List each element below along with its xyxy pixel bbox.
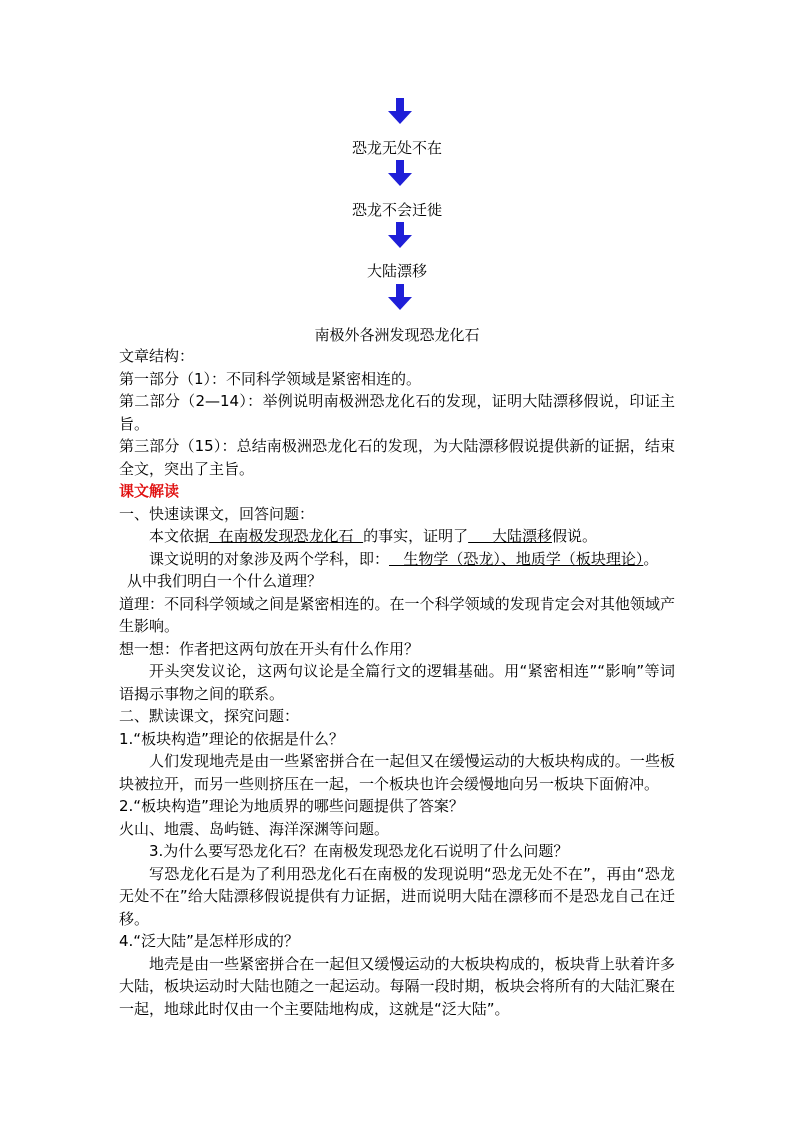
flow-node-2: 恐龙不会迁徙: [351, 201, 442, 219]
q1-post: 假说。: [551, 527, 597, 545]
structure-part3: 第三部分（15）：总结南极洲恐龙化石的发现，为大陆漂移假说提供新的证据，结束全文，突出了主旨。: [119, 437, 675, 478]
flow-arrow-1: [388, 98, 412, 124]
question-3: 从中我们明白一个什么道理？: [127, 572, 323, 590]
structure-part2: 第二部分（2—14）：举例说明南极洲恐龙化石的发现，证明大陆漂移假说，印证主旨。: [119, 392, 675, 433]
q1-pre: 本文依据: [149, 527, 210, 545]
section1-heading: 一、快速读课文，回答问题：: [119, 504, 315, 523]
problem-4: 4.“泛大陆”是怎样形成的？: [119, 932, 299, 950]
problem-2: 2.“板块构造”理论为地质界的哪些问题提供了答案？: [119, 797, 464, 815]
problem-2-answer: 火山、地震、岛屿链、海洋深渊等问题。: [119, 819, 390, 838]
q2-pre: 课文说明的对象涉及两个学科，即：: [149, 549, 390, 568]
structure-heading: 文章结构：: [119, 347, 195, 365]
q2-post: 。: [643, 549, 659, 568]
flow-node-4: 南极外各洲发现恐龙化石: [314, 326, 480, 344]
structure-part1: 第一部分（1）：不同科学领域是紧密相连的。: [119, 369, 422, 388]
question-4: 想一想：作者把这两句放在开头有什么作用？: [119, 639, 420, 658]
problem-1-answer: 人们发现地壳是由一些紧密拼合在一起但又在缓慢运动的大板块构成的。一些板块被拉开，而另一些则挤压在一起，一个板块也许会缓慢地向另一板块下面俯冲。: [119, 752, 675, 793]
document-body: [119, 345, 675, 1020]
question-2: [119, 548, 675, 571]
q1-mid: 的事实，证明了: [363, 527, 469, 545]
flow-arrow-3: [388, 222, 412, 248]
q1-answer-1: 在南极发现恐龙化石: [209, 527, 364, 545]
section2-heading: 二、默读课文，探究问题：: [119, 707, 300, 725]
flow-arrow-4: [388, 284, 412, 310]
flow-node-1: 恐龙无处不在: [351, 139, 442, 157]
q1-answer-2: 大陆漂移: [468, 527, 552, 545]
flow-arrow-2: [388, 160, 412, 186]
q2-answer: 生物学（恐龙）、地质学（板块理论）: [389, 549, 644, 568]
problem-4-answer: 地壳是由一些紧密拼合在一起但又缓慢运动的大板块构成的，板块背上驮着许多大陆，板块运动时大陆也随之一起运动。每隔一段时期，板块会将所有的大陆汇聚在一起，地球此时仅由一个主要陆地构成，这就是“泛大陆”。: [119, 954, 675, 1018]
problem-3: 3.为什么要写恐龙化石？在南极发现恐龙化石说明了什么问题？: [149, 842, 569, 860]
flow-node-3: 大陆漂移: [366, 262, 427, 280]
problem-1: 1.“板块构造”理论的依据是什么？: [119, 729, 344, 748]
problem-3-answer: 写恐龙化石是为了利用恐龙化石在南极的发现说明“恐龙无处不在”，再由“恐龙无处不在”给大陆漂移假说提供有力证据，进而说明大陆在漂移而不是恐龙自己在迁移。: [119, 864, 675, 928]
question-1: [119, 525, 675, 548]
answer-3: 道理：不同科学领域之间是紧密相连的。在一个科学领域的发现肯定会对其他领域产生影响。: [119, 594, 675, 635]
section-title: 课文解读: [119, 482, 180, 500]
answer-4: 开头突发议论，这两句议论是全篇行文的逻辑基础。用“紧密相连”“影响”等词语揭示事物之间的联系。: [119, 662, 675, 703]
